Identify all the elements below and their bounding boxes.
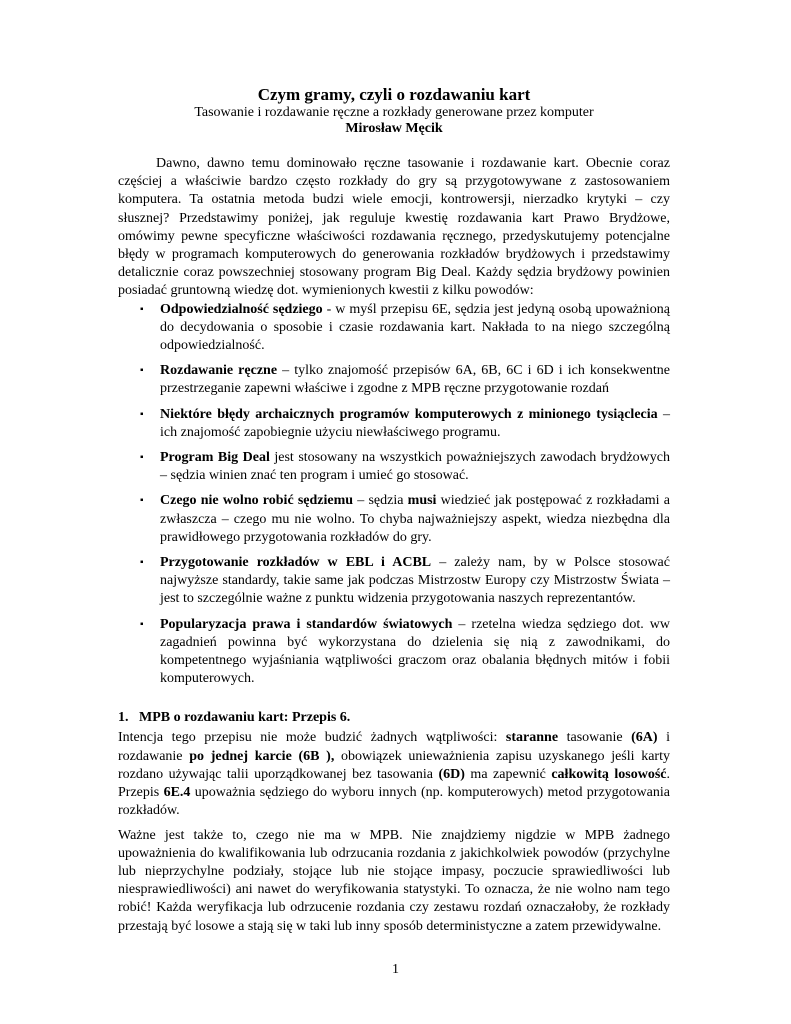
document-subtitle: Tasowanie i rozdawanie ręczne a rozkłady generowane przez komputer [194, 105, 594, 120]
list-item: ▪ Odpowiedzialność sędziego - w myśl przepisu 6E, sędzia jest jedyną osobą upoważnioną do decydowania o sposobie i czasie rozdawania kart. Nakłada to na niego szczególną odpowiedzialność. [140, 301, 670, 354]
intro-paragraph: Dawno, dawno temu dominowało ręczne tasowanie i rozdawanie kart. Obecnie coraz częściej a właściwie bardzo często rozkłady do gry są przygotowywane z zastosowaniem komputera. Ta ostatnia metoda budzi wiele emocji, kontrowersji, nierzadko krytyki – czy słusznej? Przedstawimy poniżej, jak reguluje kwestię rozdawania kart Prawo Brydżowe, omówimy pewne specyficzne właściwości rozdawania ręcznego, przedyskutujemy potencjalne błędy w programach komputerowych do generowania rozkładów brydżowych i przedstawimy detalicznie coraz powszechniej stosowany program Big Deal. Każdy sędzia brydżowy powinien posiadać gruntowną wiedzę dot. wymienionych kwestii z kilku powodów: [118, 156, 670, 299]
list-item: ▪ Przygotowanie rozkładów w EBL i ACBL – zależy nam, by w Polsce stosować najwyższe standardy, takie same jak podczas Mistrzostw Europy czy Mistrzostw Świata – jest to szczególnie ważne z punktu widzenia przygotowania naszych reprezentantów. [140, 555, 670, 607]
bullet-icon: ▪ [140, 365, 144, 377]
document-page [118, 84, 670, 936]
bullet-icon: ▪ [140, 408, 144, 420]
reasons-list [118, 301, 670, 689]
page-number: 1 [392, 962, 399, 977]
list-item: ▪ Czego nie wolno robić sędziemu – sędzia musi wiedzieć jak postępować z rozkładami a zwłaszcza – czego mu nie wolno. To chyba najważniejszy aspekt, wiedza niezbędna dla prawidłowego przygotowania rozkładów do gry. [140, 493, 670, 545]
section-heading: 1. MPB o rozdawaniu kart: Przepis 6. [118, 710, 351, 726]
section-paragraph-1: Intencja tego przepisu nie może budzić żadnych wątpliwości: staranne tasowanie (6A) i rozdawanie po jednej karcie (6B ), obowiązek unieważnienia zapisu uzyskanego jeśli karty rozdano używając talii uporządkowanej bez tasowania (6D) ma zapewnić całkowitą losowość. Przepis 6E.4 upoważnia sędziego do wyboru innych (np. komputerowych) metod przygotowania rozkładów. [118, 730, 670, 819]
list-item: ▪ Rozdawanie ręczne – tylko znajomość przepisów 6A, 6B, 6C i 6D i ich konsekwentne przestrzeganie zapewni właściwe i zgodne z MPB ręczne przygotowanie rozdań [140, 363, 670, 397]
bullet-icon: ▪ [140, 495, 144, 507]
bullet-icon: ▪ [140, 557, 144, 569]
author-name: Mirosław Męcik [345, 121, 443, 136]
list-item: ▪ Niektóre błędy archaicznych programów komputerowych z minionego tysiąclecia – ich znajomość zapobiegnie użyciu niewłaściwego programu. [140, 406, 671, 440]
bullet-icon: ▪ [140, 303, 144, 315]
list-item: ▪ Program Big Deal jest stosowany na wszystkich poważniejszych zawodach brydżowych – sędzia winien znać ten program i umieć go stosować. [140, 450, 670, 484]
section-paragraph-2: Ważne jest także to, czego nie ma w MPB. Nie znajdziemy nigdzie w MPB żadnego upoważnienia do kwalifikowania lub odrzucania rozdania z jakichkolwiek powodów (przychylne lub nieprzychylne podziały, stojące lub nie stojące impasy, poczucie sprawiedliwości lub niesprawiedliwości) ani nawet do weryfikowania statystyki. To oznacza, że nie wolno nam tego robić! Każda weryfikacja lub odrzucenie rozdania czy zestawu rozdań oznaczałoby, że rozkłady przestają być losowe a stają się w taki lub inny sposób deterministyczne a zatem przewidywalne. [118, 827, 670, 934]
document-title: Czym gramy, czyli o rozdawaniu kart [257, 85, 531, 104]
bullet-icon: ▪ [140, 452, 144, 464]
list-item: ▪ Popularyzacja prawa i standardów światowych – rzetelna wiedza sędziego dot. ww zagadnień powinna być wykorzystana do dzielenia się nią z zawodnikami, do kompetentnego wyjaśniania wątpliwości graczom oraz obalania błędnych mitów i fobii komputerowych. [140, 616, 670, 687]
bullet-icon: ▪ [140, 618, 144, 630]
